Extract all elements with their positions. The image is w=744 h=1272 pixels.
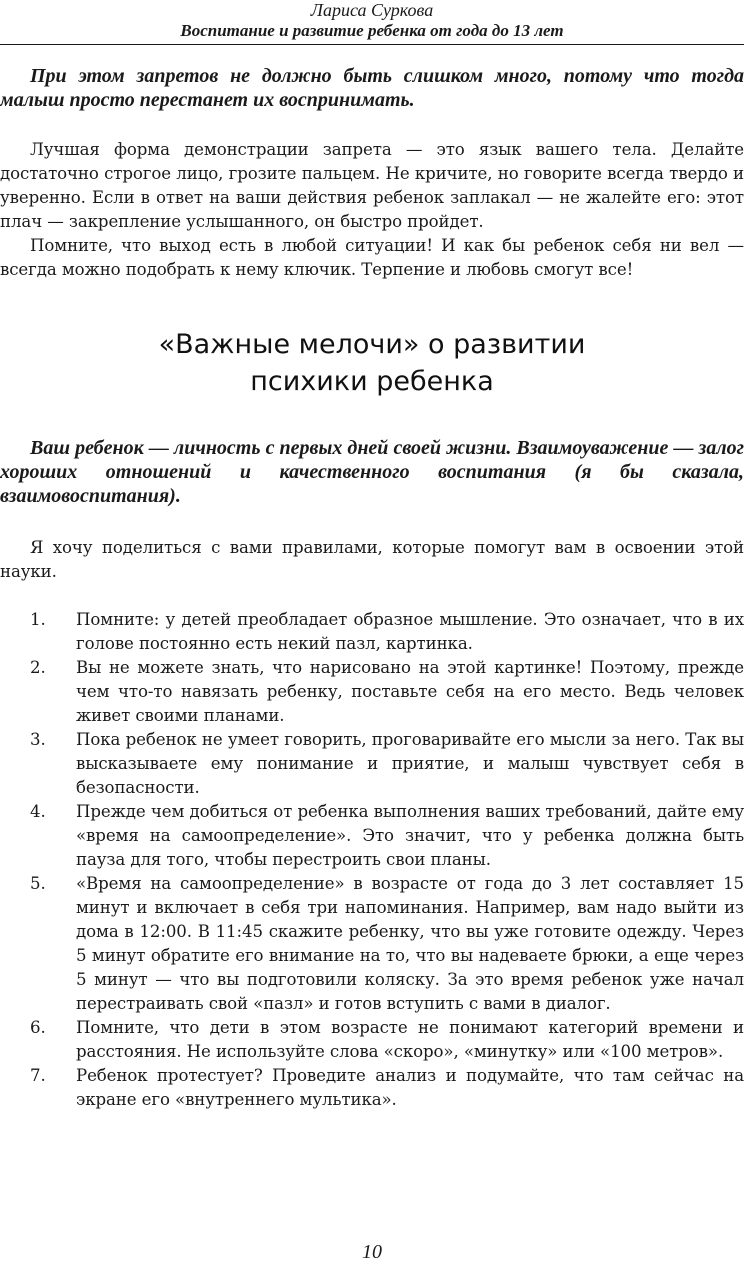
list-item-text: Вы не можете знать, что нарисовано на этой картинке! Поэтому, прежде чем что-то навязать ребенку, поставьте себя на его место. Ведь человек живет своими планами. <box>76 658 744 725</box>
list-item <box>0 800 744 872</box>
list-item-text: Прежде чем добиться от ребенка выполнения ваших требований, дайте ему «время на самоопределение». Это значит, что у ребенка должна быть пауза для того, чтобы перестроить свои планы. <box>76 802 744 869</box>
list-item <box>0 1016 744 1064</box>
header-author: Лариса Суркова <box>310 0 434 20</box>
intro-lead: При этом запретов не должно быть слишком много, потому что тогда малыш просто перестанет их воспринимать. <box>0 65 744 111</box>
list-item-number: 2. <box>30 658 46 677</box>
list-item <box>0 872 744 1016</box>
list-item-number: 5. <box>30 874 46 893</box>
section-title-line-2: психики ребенка <box>250 366 494 397</box>
section-title <box>0 326 744 400</box>
list-item-text: «Время на самоопределение» в возрасте от года до 3 лет составляет 15 минут и включает в себя три напоминания. Например, вам надо выйти из дома в 12:00. В 11:45 скажите ребенку, что вы уже готовите одежду. Через 5 минут обратите его внимание на то, что вы надеваете брюки, а еще через 5 минут — что вы подготовили коляску. За это время ребенок уже начал перестраивать свой «пазл» и готов вступить с вами в диалог. <box>76 874 744 1013</box>
list-item <box>0 1064 744 1112</box>
running-header <box>0 0 744 45</box>
section-title-line-1: «Важные мелочи» о развитии <box>158 329 586 360</box>
list-item-number: 6. <box>30 1018 46 1037</box>
list-item-text: Пока ребенок не умеет говорить, проговаривайте его мысли за него. Так вы высказываете ему понимание и приятие, и малыш чувствует себя в безопасности. <box>76 730 744 797</box>
intro-paragraph-1: Лучшая форма демонстрации запрета — это язык вашего тела. Делайте достаточно строгое лицо, грозите пальцем. Не кричите, но говорите всегда твердо и уверенно. Если в ответ на ваши действия ребенок заплакал — не жалейте его: этот плач — закрепление услышанного, он быстро пройдет. <box>0 140 744 231</box>
list-item-text: Помните, что дети в этом возрасте не понимают категорий времени и расстояния. Не используйте слова «скоро», «минутку» или «100 метров». <box>76 1018 744 1061</box>
list-item <box>0 656 744 728</box>
list-item <box>0 728 744 800</box>
section-intro: Я хочу поделиться с вами правилами, которые помогут вам в освоении этой науки. <box>0 538 744 581</box>
intro-paragraph-2: Помните, что выход есть в любой ситуации! И как бы ребенок себя ни вел — всегда можно подобрать к нему ключик. Терпение и любовь смогут все! <box>0 236 744 279</box>
rules-list <box>0 608 744 1112</box>
list-item <box>0 608 744 656</box>
list-item-number: 7. <box>30 1066 46 1085</box>
list-item-text: Ребенок протестует? Проведите анализ и подумайте, что там сейчас на экране его «внутреннего мультика». <box>76 1066 744 1109</box>
list-item-text: Помните: у детей преобладает образное мышление. Это означает, что в их голове постоянно есть некий пазл, картинка. <box>76 610 744 653</box>
section-lead: Ваш ребенок — личность с первых дней своей жизни. Взаимоуважение — залог хороших отношений и качественного воспитания (я бы сказала, взаимовоспитания). <box>0 437 744 507</box>
page-number: 10 <box>362 1241 382 1263</box>
header-book-title: Воспитание и развитие ребенка от года до 13 лет <box>180 21 564 40</box>
list-item-number: 3. <box>30 730 46 749</box>
list-item-number: 4. <box>30 802 46 821</box>
page-content <box>0 64 744 1112</box>
list-item-number: 1. <box>30 610 46 629</box>
